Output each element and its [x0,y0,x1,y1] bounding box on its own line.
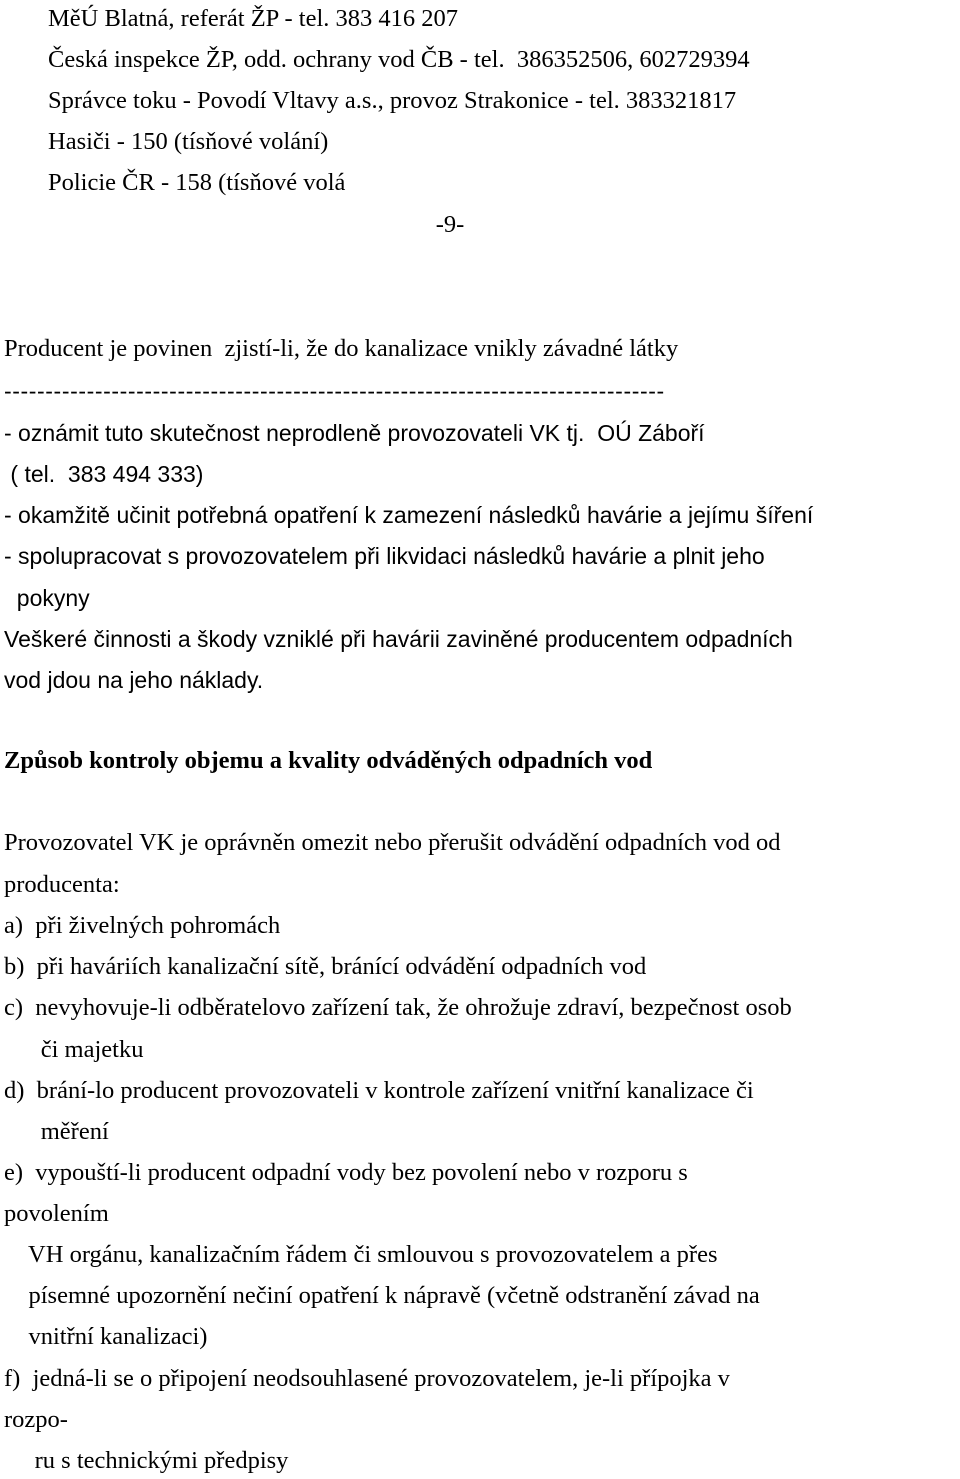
contact-line-5: Policie ČR - 158 (tísňové volá [48,169,346,196]
duties-line-6: Veškeré činnosti a škody vzniklé při havárii zaviněné producentem odpadních [4,626,793,652]
control-line: d) brání-lo producent provozovateli v kontrole zařízení vnitřní kanalizace či [4,1077,754,1104]
duties-divider: -------------------------------------------------------------------------------- [4,378,665,404]
control-line: f) jedná-li se o připojení neodsouhlasené provozovatelem, je-li přípojka v [4,1365,730,1392]
contact-line-1: MěÚ Blatná, referát ŽP - tel. 383 416 207 [48,5,459,32]
control-line: e) vypouští-li producent odpadní vody bez povolení nebo v rozporu s [4,1159,688,1186]
control-line: písemné upozornění nečiní opatření k nápravě (včetně odstranění závad na [4,1282,760,1309]
control-line: Provozovatel VK je oprávněn omezit nebo přerušit odvádění odpadních vod od [4,829,781,856]
duties-line-4: - spolupracovat s provozovatelem při likvidaci následků havárie a plnit jeho [4,543,765,569]
page-number: -9- [435,211,465,238]
control-line: producenta: [4,871,120,898]
duties-line-7: vod jdou na jeho náklady. [4,667,264,693]
control-line: vnitřní kanalizaci) [4,1323,208,1350]
control-line: b) při haváriích kanalizační sítě, bránící odvádění odpadních vod [4,953,647,980]
duties-intro: Producent je povinen zjistí-li, že do kanalizace vnikly závadné látky [4,335,679,362]
control-line: VH orgánu, kanalizačním řádem či smlouvou s provozovatelem a přes [4,1241,718,1268]
control-line: a) při živelných pohromách [4,912,281,939]
control-line: či majetku [4,1036,144,1063]
control-line: ru s technickými předpisy [4,1447,289,1474]
control-line: c) nevyhovuje-li odběratelovo zařízení tak, že ohrožuje zdraví, bezpečnost osob [4,994,792,1021]
control-line: měření [4,1118,109,1145]
contact-line-3: Správce toku - Povodí Vltavy a.s., provoz Strakonice - tel. 383321817 [48,87,737,114]
contact-line-4: Hasiči - 150 (tísňové volání) [48,128,329,155]
duties-line-1: - oznámit tuto skutečnost neprodleně provozovateli VK tj. OÚ Záboří [4,420,705,446]
control-line: povolením [4,1200,109,1227]
duties-line-5: pokyny [4,585,90,611]
duties-line-2: ( tel. 383 494 333) [4,461,204,487]
control-line: rozpo- [4,1406,68,1433]
duties-line-3: - okamžitě učinit potřebná opatření k zamezení následků havárie a jejímu šíření [4,502,814,528]
contact-line-2: Česká inspekce ŽP, odd. ochrany vod ČB - tel. 386352506, 602729394 [48,46,750,73]
section-heading: Způsob kontroly objemu a kvality odváděných odpadních vod [4,747,653,774]
